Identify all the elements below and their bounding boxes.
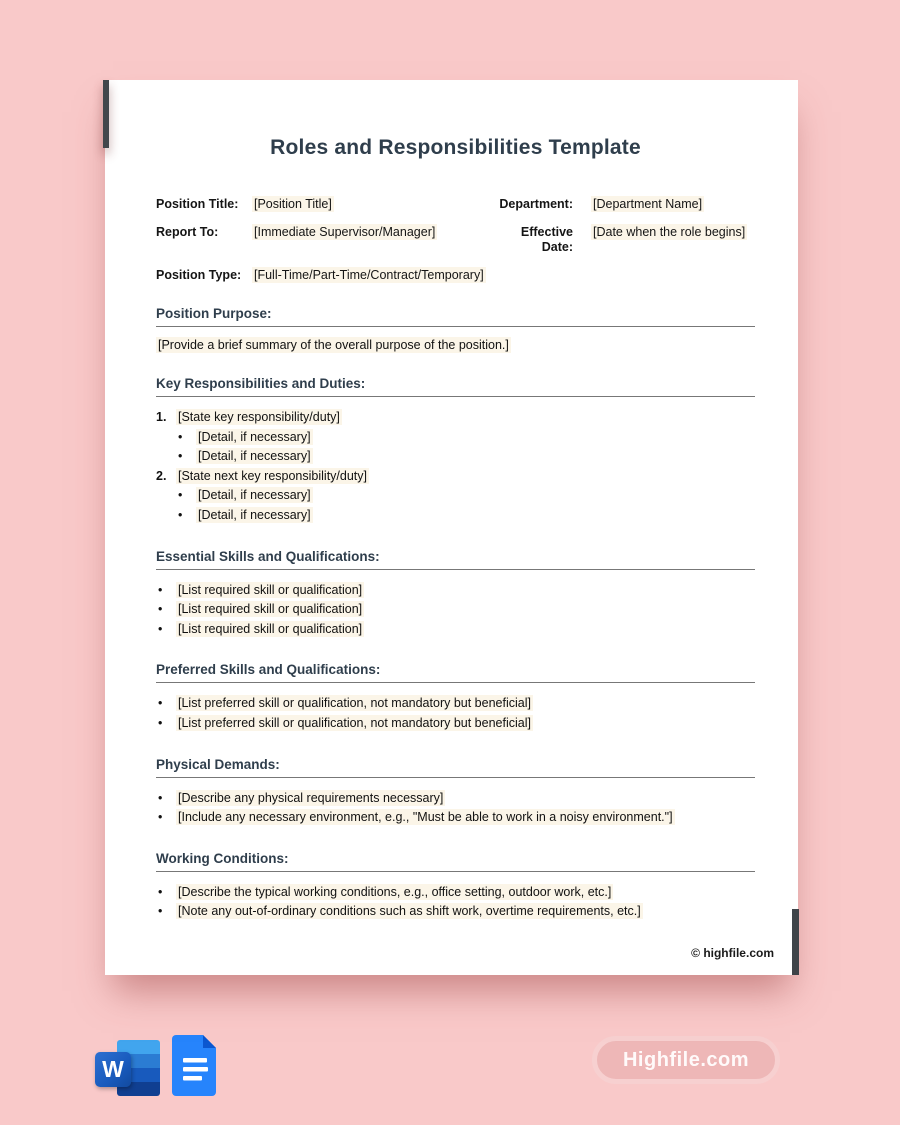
numbered-item: 2. [State next key responsibility/duty] <box>156 467 755 487</box>
bullet-marker <box>156 883 176 903</box>
field-value-effective-date: [Date when the role begins] <box>593 225 746 239</box>
bullet-marker <box>156 620 176 640</box>
document-page <box>105 80 798 975</box>
sub-bullet-item: • [Detail, if necessary] <box>176 486 755 506</box>
section-heading: Essential Skills and Qualifications: <box>156 548 380 564</box>
sub-bullet-item: • [Detail, if necessary] <box>176 428 755 448</box>
section-heading: Key Responsibilities and Duties: <box>156 376 366 391</box>
bullet-marker <box>156 808 176 828</box>
field-value-position-type: [Full-Time/Part-Time/Contract/Temporary] <box>254 268 484 282</box>
field-label-effective-date: Effective Date: <box>520 225 573 254</box>
sub-bullet-item: • [Detail, if necessary] <box>176 506 755 526</box>
section-divider <box>156 396 755 397</box>
numbered-item: 1. [State key responsibility/duty] <box>156 408 755 428</box>
bullet-marker <box>156 581 176 601</box>
bullet-marker <box>156 789 176 809</box>
item-number: 2. <box>156 468 167 483</box>
bullet-marker <box>156 714 176 734</box>
bullet-marker <box>176 506 196 526</box>
section-divider <box>156 682 755 683</box>
bullet-marker <box>176 486 196 506</box>
section-physical-demands <box>156 757 755 828</box>
section-divider <box>156 871 755 872</box>
field-label-position-title: Position Title: <box>156 197 239 211</box>
section-divider <box>156 777 755 778</box>
field-value-department: [Department Name] <box>593 197 703 211</box>
section-paragraph: [Provide a brief summary of the overall purpose of the position.] <box>158 338 509 352</box>
section-position-purpose <box>156 306 755 353</box>
word-file-icon[interactable] <box>95 1040 160 1097</box>
section-heading: Preferred Skills and Qualifications: <box>156 662 381 678</box>
section-heading: Position Purpose: <box>156 306 272 321</box>
bullet-item: • [Note any out-of-ordinary conditions such as shift work, overtime requirements, etc.] <box>156 902 755 922</box>
page-edge-accent-top-left <box>103 80 109 148</box>
bullet-item: • [Describe the typical working conditions, e.g., office setting, outdoor work, etc.] <box>156 883 755 903</box>
field-value-report-to: [Immediate Supervisor/Manager] <box>254 225 436 239</box>
bullet-marker <box>176 447 196 467</box>
bullet-item: • [List preferred skill or qualification, not mandatory but beneficial] <box>156 694 755 714</box>
bullet-item: • [List required skill or qualification] <box>156 600 755 620</box>
sub-bullet-item: • [Detail, if necessary] <box>176 447 755 467</box>
field-label-report-to: Report To: <box>156 225 219 239</box>
google-docs-glyph <box>172 1035 216 1096</box>
section-preferred-skills <box>156 662 755 733</box>
bullet-marker <box>176 428 196 448</box>
bullet-item: • [List preferred skill or qualification, not mandatory but beneficial] <box>156 714 755 734</box>
header-fields <box>156 197 755 283</box>
item-number: 1. <box>156 410 167 424</box>
section-essential-skills <box>156 549 755 640</box>
bullet-item: • [Describe any physical requirements necessary] <box>156 789 755 809</box>
bullet-item: • [List required skill or qualification] <box>156 620 755 640</box>
section-heading: Physical Demands: <box>156 756 280 772</box>
section-working-conditions <box>156 851 755 922</box>
section-divider <box>156 569 755 570</box>
bullet-marker <box>156 694 176 714</box>
highfile-brand-button[interactable]: Highfile.com <box>592 1036 780 1084</box>
bullet-marker <box>156 600 176 620</box>
section-divider <box>156 326 755 327</box>
page-title: Roles and Responsibilities Template <box>270 136 641 159</box>
field-value-position-title: [Position Title] <box>254 197 332 211</box>
field-label-department: Department: <box>499 197 573 211</box>
bullet-item: • [Include any necessary environment, e.g., "Must be able to work in a noisy environment."] <box>156 808 755 828</box>
section-key-responsibilities <box>156 376 755 526</box>
copyright-credit: © highfile.com <box>691 946 774 960</box>
field-label-position-type: Position Type: <box>156 268 242 282</box>
page-edge-accent-bottom-right <box>792 909 799 975</box>
section-heading: Working Conditions: <box>156 850 289 866</box>
bullet-item: • [List required skill or qualification] <box>156 581 755 601</box>
google-docs-file-icon[interactable] <box>172 1035 216 1096</box>
word-letter-badge: W <box>95 1052 131 1087</box>
bullet-marker <box>156 902 176 922</box>
